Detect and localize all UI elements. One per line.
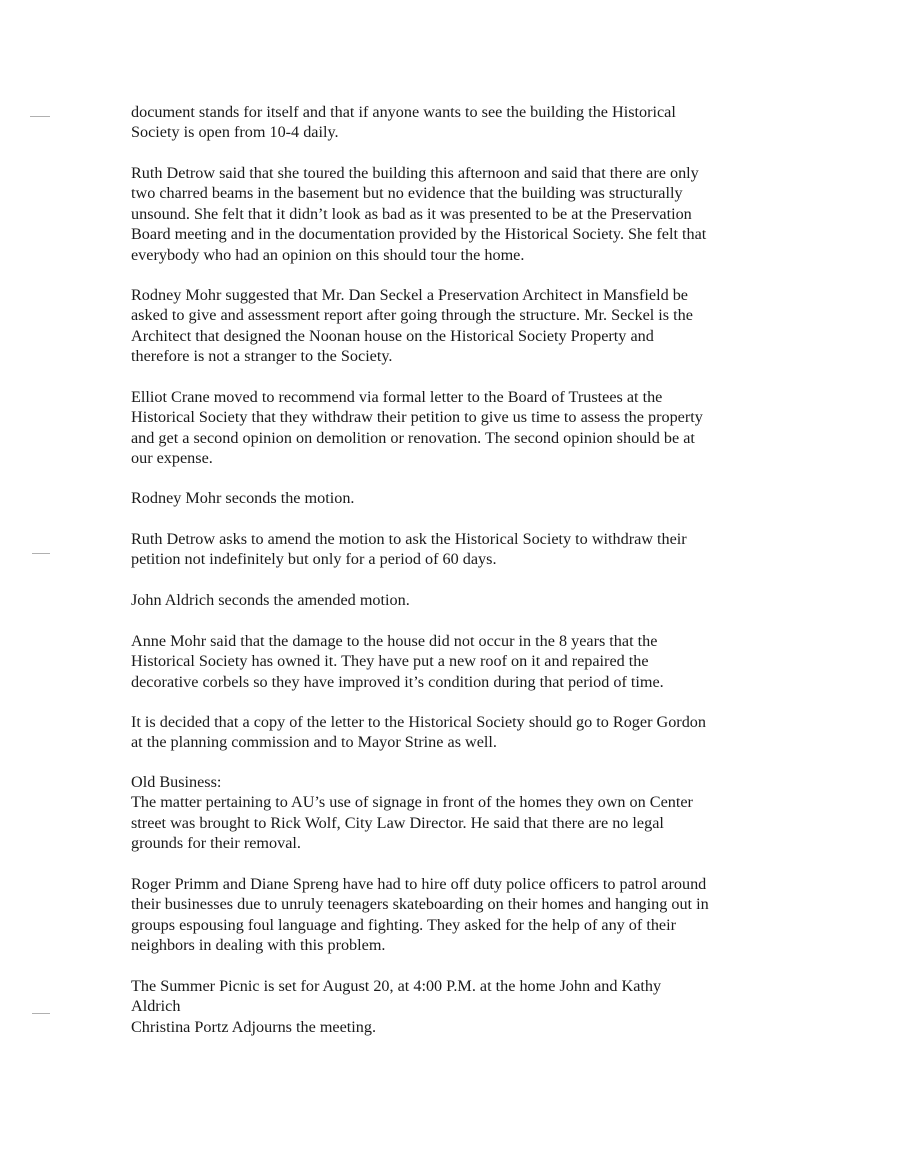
minutes-paragraph — [131, 163, 706, 265]
minutes-paragraph — [131, 387, 703, 469]
text-line: petition not indefinitely but only for a period of 60 days. — [131, 550, 497, 569]
text-line: document stands for itself and that if anyone wants to see the building the Historical — [131, 103, 676, 121]
text-line: at the planning commission and to Mayor Strine as well. — [131, 733, 497, 752]
minutes-paragraph — [131, 772, 693, 854]
section-heading: Old Business: — [131, 773, 222, 791]
text-line: asked to give and assessment report after going through the structure. Mr. Seckel is the — [131, 306, 693, 325]
text-line: Historical Society has owned it. They have put a new roof on it and repaired the — [131, 652, 649, 671]
text-line: neighbors in dealing with this problem. — [131, 936, 386, 955]
text-line: grounds for their removal. — [131, 834, 301, 853]
scan-margin-mark — [32, 553, 50, 554]
text-line: their businesses due to unruly teenagers skateboarding on their homes and hanging out in — [131, 895, 709, 914]
minutes-paragraph — [131, 285, 693, 367]
text-line: Elliot Crane moved to recommend via formal letter to the Board of Trustees at the — [131, 388, 663, 406]
minutes-paragraph — [131, 529, 687, 570]
text-line: Rodney Mohr seconds the motion. — [131, 489, 355, 507]
scan-margin-mark — [30, 116, 50, 117]
text-line: Ruth Detrow asks to amend the motion to ask the Historical Society to withdraw their — [131, 530, 687, 548]
text-line: Aldrich — [131, 997, 181, 1016]
minutes-paragraph — [131, 488, 354, 508]
text-line: The matter pertaining to AU’s use of signage in front of the homes they own on Center — [131, 793, 693, 812]
minutes-paragraph — [131, 874, 709, 956]
text-line: Historical Society that they withdraw their petition to give us time to assess the property — [131, 408, 703, 427]
text-line: decorative corbels so they have improved it’s condition during that period of time. — [131, 672, 664, 691]
minutes-paragraph — [131, 976, 661, 1037]
minutes-paragraph — [131, 712, 706, 753]
minutes-paragraph — [131, 102, 676, 143]
text-line: John Aldrich seconds the amended motion. — [131, 591, 410, 609]
minutes-paragraph — [131, 590, 410, 610]
text-line: Anne Mohr said that the damage to the house did not occur in the 8 years that the — [131, 632, 658, 650]
text-line: everybody who had an opinion on this should tour the home. — [131, 245, 525, 264]
text-line: two charred beams in the basement but no evidence that the building was structurally — [131, 184, 683, 203]
minutes-paragraph — [131, 631, 664, 692]
text-line: It is decided that a copy of the letter to the Historical Society should go to Roger Gordon — [131, 713, 706, 731]
scan-margin-mark — [32, 1013, 50, 1014]
text-line: Society is open from 10-4 daily. — [131, 123, 339, 142]
text-line: our expense. — [131, 449, 213, 468]
text-line: Roger Primm and Diane Spreng have had to hire off duty police officers to patrol around — [131, 875, 707, 893]
text-line: unsound. She felt that it didn’t look as bad as it was presented to be at the Preservation — [131, 204, 692, 223]
text-line: Rodney Mohr suggested that Mr. Dan Seckel a Preservation Architect in Mansfield be — [131, 286, 688, 304]
text-line: The Summer Picnic is set for August 20, at 4:00 P.M. at the home John and Kathy — [131, 977, 662, 995]
text-line: Ruth Detrow said that she toured the building this afternoon and said that there are only — [131, 164, 699, 182]
text-line: groups espousing foul language and fighting. They asked for the help of any of their — [131, 915, 676, 934]
text-line: Board meeting and in the documentation provided by the Historical Society. She felt that — [131, 225, 707, 244]
text-line: and get a second opinion on demolition or renovation. The second opinion should be at — [131, 428, 695, 447]
text-line: therefore is not a stranger to the Society. — [131, 347, 393, 366]
text-line: street was brought to Rick Wolf, City Law Director. He said that there are no legal — [131, 813, 664, 832]
text-line: Architect that designed the Noonan house on the Historical Society Property and — [131, 326, 654, 345]
text-line: Christina Portz Adjourns the meeting. — [131, 1017, 377, 1036]
